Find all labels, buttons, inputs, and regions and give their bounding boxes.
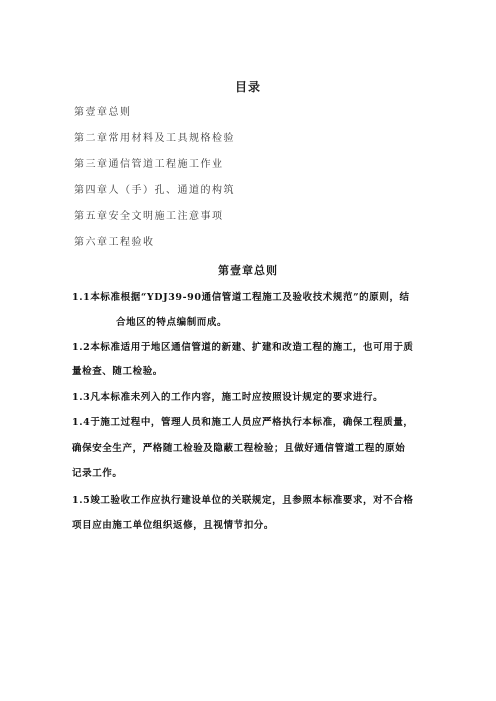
clause-1-4-line-2: 确保安全生产，严格随工检验及隐蔽工程检验；且做好通信管道工程的原始 [72,443,406,454]
toc-item-chapter-3: 第三章通信管道工程施工作业 [74,159,224,170]
toc-title: 目录 [234,80,261,94]
clause-1-2-line-2: 量检查、随工检验。 [72,366,163,377]
toc-item-chapter-1: 第壹章总则 [74,107,132,118]
toc-item-chapter-2: 第二章常用材料及工具规格检验 [74,133,235,144]
clause-1-2-line-1: 1.2本标准适用于地区通信管道的新建、扩建和改造工程的施工，也可用于质 [72,342,414,353]
clause-1-5-line-2: 项目应由施工单位组织返修，且视情节扣分。 [72,520,275,531]
clause-1-3-line-1: 1.3凡本标准未列入的工作内容，施工时应按照设计规定的要求进行。 [72,392,384,403]
toc-item-chapter-5: 第五章安全文明施工注意事项 [74,211,224,222]
clause-1-1-line-1: 1.1本标准根据“YDJ39-90通信管道工程施工及验收技术规范”的原则，结 [72,292,410,303]
toc-item-chapter-6: 第六章工程验收 [74,237,155,248]
clause-1-4-line-1: 1.4于施工过程中，管理人员和施工人员应严格执行本标准，确保工程质量， [72,417,414,428]
clause-1-1-line-2: 合地区的特点编制而成。 [116,317,228,328]
chapter-title: 第壹章总则 [218,264,278,277]
toc-item-chapter-4: 第四章人（手）孔、通道的构筑 [74,185,235,196]
clause-1-5-line-1: 1.5竣工验收工作应执行建设单位的关联规定，且参照本标准要求，对不合格 [72,495,414,506]
clause-1-4-line-3: 记录工作。 [72,468,123,479]
